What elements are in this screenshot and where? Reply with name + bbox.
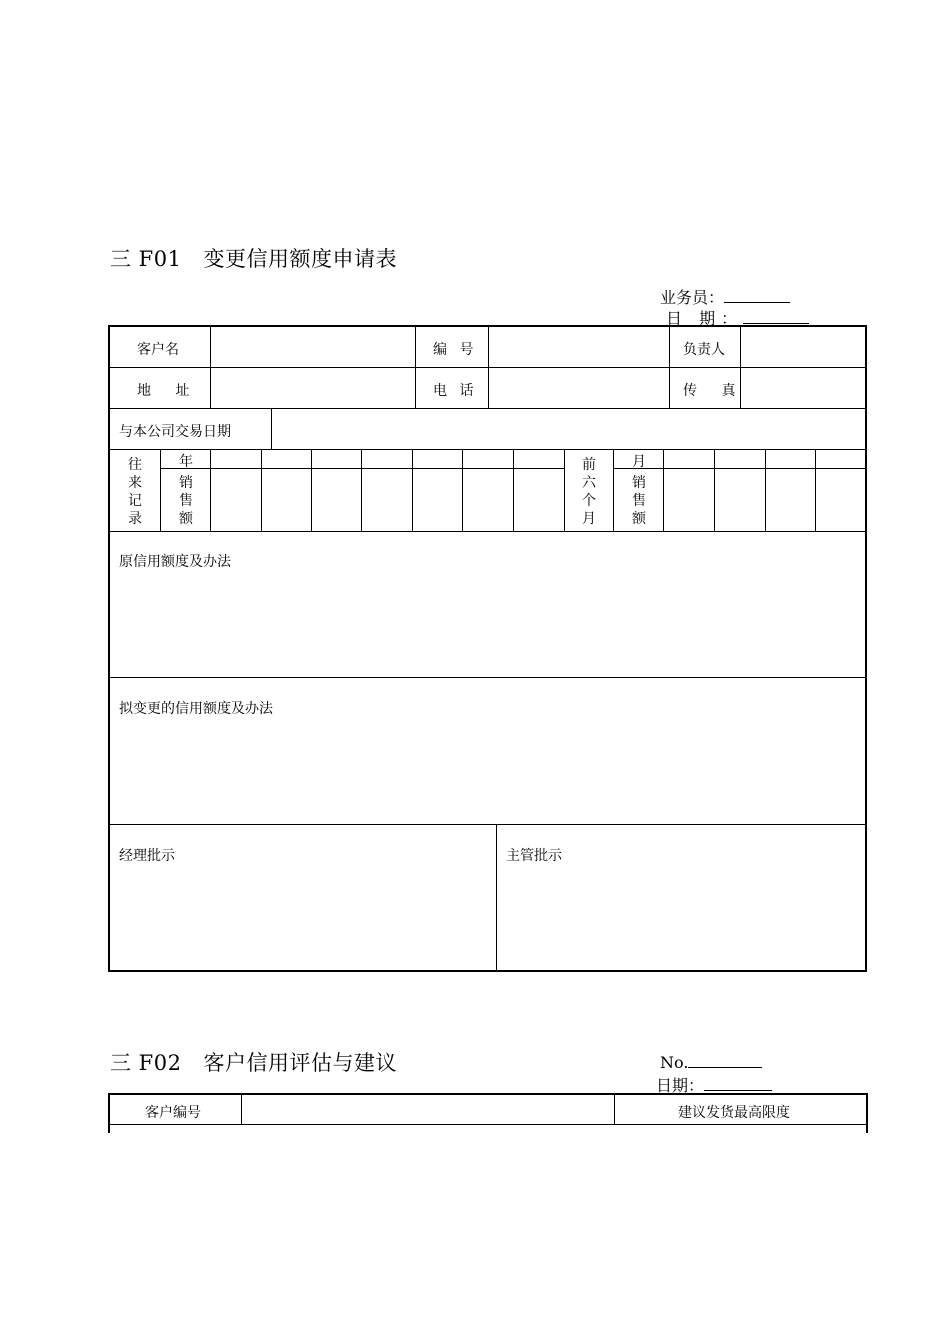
row-divider <box>110 1124 866 1125</box>
col-divider <box>714 449 715 531</box>
original-credit-label: 原信用额度及办法 <box>119 554 231 570</box>
form2-no-label: No. <box>660 1053 689 1072</box>
supervisor-label: 主管批示 <box>506 848 562 864</box>
form2-title-text: 客户信用评估与建议 <box>203 1051 397 1075</box>
form2-title <box>110 1047 397 1077</box>
col-divider <box>311 449 312 531</box>
customer-name-label: 客户名 <box>137 342 179 358</box>
row-divider <box>110 677 865 678</box>
month-label: 月 <box>632 454 646 470</box>
col-divider <box>271 408 272 449</box>
sales-label-2: 销 售 额 <box>632 475 646 527</box>
col-divider <box>160 449 161 531</box>
history-label: 往 来 记 录 <box>128 457 142 527</box>
responsible-label: 负责人 <box>683 342 725 358</box>
row-divider <box>160 468 565 469</box>
form1-code: 三 F01 <box>110 247 182 271</box>
col-divider <box>669 327 670 408</box>
row-divider <box>613 468 865 469</box>
address-label: 地 址 <box>137 383 200 399</box>
col-divider <box>663 449 664 531</box>
row-divider <box>110 449 865 450</box>
col-divider <box>496 824 497 970</box>
max-shipment-label: 建议发货最高限度 <box>678 1105 790 1121</box>
row-divider <box>110 408 865 409</box>
col-divider <box>488 327 489 408</box>
col-divider <box>513 449 514 531</box>
six-month-label: 前 六 个 月 <box>582 457 596 527</box>
phone-label: 电 话 <box>433 383 478 399</box>
form2-date-label: 日期： <box>656 1076 705 1095</box>
col-divider <box>210 449 211 531</box>
col-divider <box>564 449 565 531</box>
col-divider <box>210 327 211 408</box>
row-divider <box>110 824 865 825</box>
form2-code: 三 F02 <box>110 1051 182 1075</box>
row-divider <box>110 531 865 532</box>
trade-date-label: 与本公司交易日期 <box>119 424 231 440</box>
fax-label: 传 真 <box>683 383 746 399</box>
form2-no-input[interactable] <box>688 1053 762 1068</box>
number-label: 编 号 <box>433 342 478 358</box>
form1-title <box>110 243 397 273</box>
form1-date-label: 日 期： <box>666 309 744 328</box>
col-divider <box>361 449 362 531</box>
col-divider <box>261 449 262 531</box>
form2-no-field <box>660 1053 762 1072</box>
col-divider <box>462 449 463 531</box>
col-divider <box>415 327 416 408</box>
proposed-credit-label: 拟变更的信用额度及办法 <box>119 701 273 717</box>
customer-id-label: 客户编号 <box>145 1105 201 1121</box>
col-divider <box>765 449 766 531</box>
col-divider <box>412 449 413 531</box>
year-label: 年 <box>179 454 193 470</box>
col-divider <box>815 449 816 531</box>
form1-date-input[interactable] <box>743 309 809 324</box>
salesperson-input[interactable] <box>724 288 790 303</box>
col-divider <box>614 1095 615 1124</box>
salesperson-field <box>660 285 790 308</box>
col-divider <box>613 449 614 531</box>
salesperson-label: 业务员： <box>660 288 725 307</box>
col-divider <box>241 1095 242 1124</box>
sales-label: 销 售 额 <box>179 475 193 527</box>
form2-date-input[interactable] <box>704 1076 772 1091</box>
manager-label: 经理批示 <box>119 848 175 864</box>
form1-title-text: 变更信用额度申请表 <box>203 247 397 271</box>
